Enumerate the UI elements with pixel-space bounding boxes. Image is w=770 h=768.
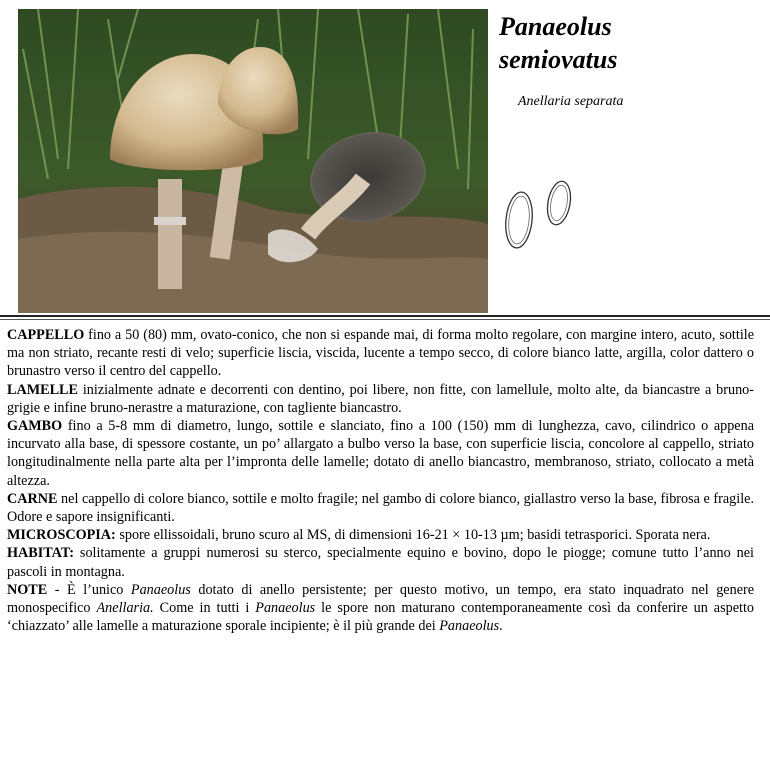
text-habitat: solitamente a gruppi numerosi su sterco, specialmente equino e bovino, dopo le piogge; comune tutto l’anno nei pascoli in montagna. <box>7 545 754 580</box>
note-italic-4: Panaeolus <box>439 618 500 635</box>
note-text-4: le spore non maturano contemporaneamente così da conferire un aspetto ‘chiazzato’ alle lamelle a maturazione sporale incipiente; è il più grande dei <box>7 600 754 635</box>
note-text-5: . <box>499 618 503 635</box>
text-lamelle: inizialmente adnate e decorrenti con dentino, poi libere, non fitte, con lamellule, molto alte, da biancastre a bruno-grigie e infine bruno-nerastre a maturazione, con tagliente biancastro. <box>7 381 754 416</box>
text-microscopia: spore ellissoidali, bruno scuro al MS, di dimensioni 16-21 × 10-13 µm; basidi tetrasporici. Sporata nera. <box>115 527 711 544</box>
note-italic-1: Panaeolus <box>130 581 191 598</box>
section-cappello <box>7 326 754 381</box>
section-microscopia <box>7 526 754 544</box>
label-lamelle: LAMELLE <box>7 381 78 398</box>
title-species: semiovatus <box>499 45 618 74</box>
section-carne <box>7 490 754 526</box>
text-gambo: fino a 5-8 mm di diametro, lungo, sottile e slanciato, fino a 100 (150) mm di lunghezza, cavo, cilindrico o appena incurvato alla base, di spessore costante, un po’ allargato a bulbo verso la base, con superficie liscia, concolore al cappello, striato longitudinalmente nella parte alta per l’impronta delle lamelle; dotato di anello biancastro, membranoso, striato, collocato a metà altezza. <box>7 418 754 489</box>
spore-drawing <box>500 178 580 253</box>
species-title <box>499 10 759 76</box>
title-genus: Panaeolus <box>499 12 612 41</box>
section-lamelle <box>7 381 754 417</box>
text-carne: nel cappello di colore bianco, sottile e molto fragile; nel gambo di colore bianco, giallastro verso la base, fibrosa e fragile. Odore e sapore insignificanti. <box>7 490 754 526</box>
note-text-2: dotato di anello persistente; per questo motivo, un tempo, era stato inquadrato nel genere monospecifico <box>7 581 755 617</box>
note-italic-3: Panaeolus <box>255 600 316 617</box>
label-habitat: HABITAT: <box>7 545 74 562</box>
label-microscopia: MICROSCOPIA: <box>7 527 116 544</box>
divider-bottom <box>0 319 770 320</box>
note-text-1: - È l’unico <box>47 581 131 598</box>
synonym: Anellaria separata <box>518 94 624 109</box>
section-note <box>7 581 754 636</box>
description <box>7 326 754 635</box>
label-note: NOTE <box>7 581 48 598</box>
note-text-3: Come in tutti i <box>153 600 256 617</box>
label-carne: CARNE <box>7 490 58 507</box>
mushroom-photo <box>18 9 488 313</box>
note-italic-2: Anellaria. <box>96 600 154 617</box>
label-cappello: CAPPELLO <box>7 327 85 343</box>
divider-top <box>0 315 770 317</box>
section-gambo <box>7 417 754 490</box>
text-cappello: fino a 50 (80) mm, ovato-conico, che non si espande mai, di forma molto regolare, con margine intero, acuto, sottile ma non striato, recante resti di velo; superficie liscia, viscida, lucente a tempo secco, di colore bianco latte, argilla, color dattero o brunastro verso il centro del cappello. <box>7 327 754 380</box>
section-habitat <box>7 544 754 580</box>
label-gambo: GAMBO <box>7 418 63 435</box>
